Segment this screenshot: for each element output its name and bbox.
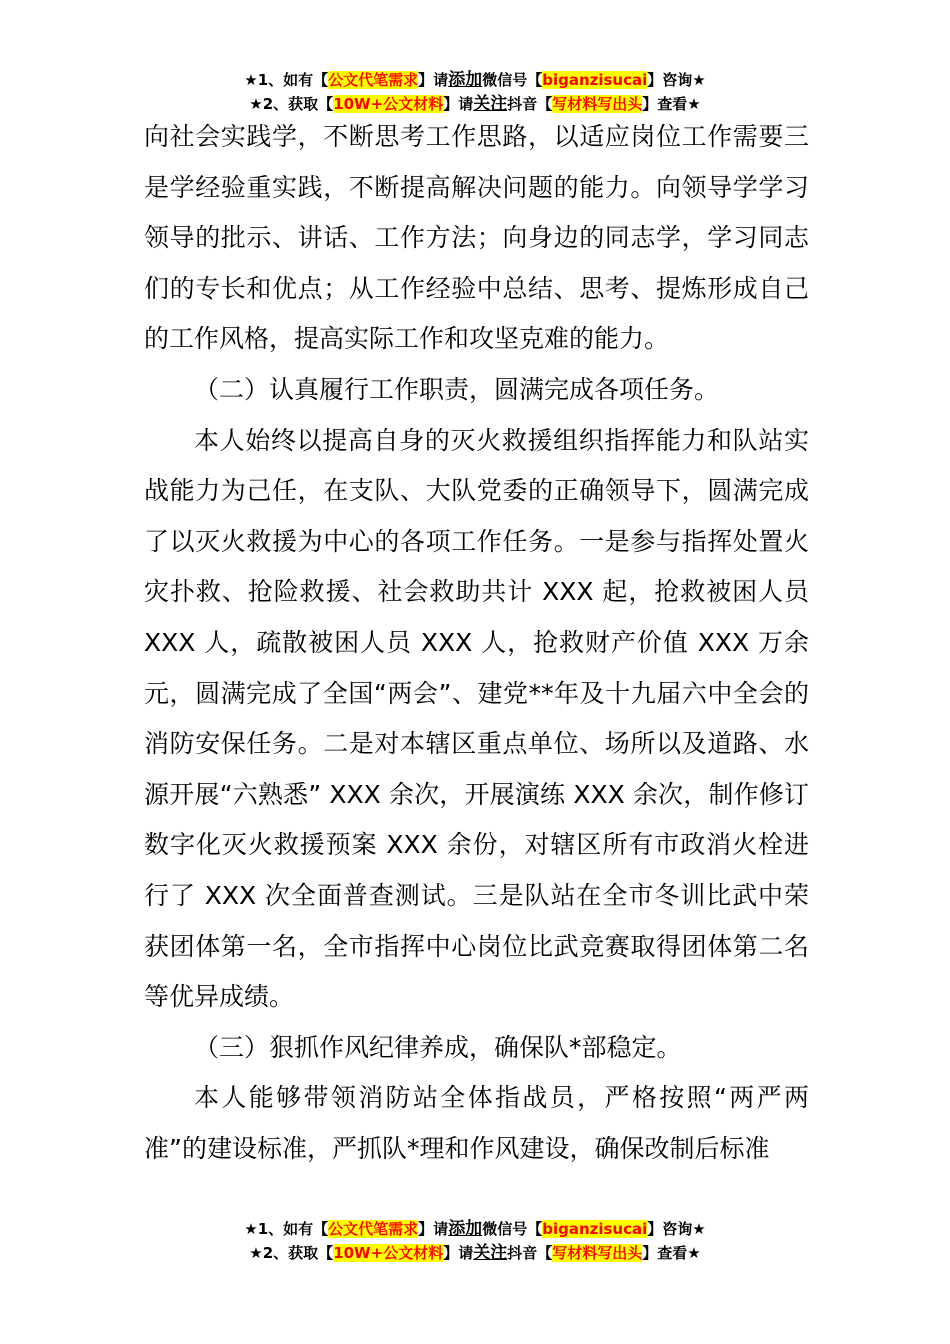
banner-text: 】请 [443, 95, 474, 113]
banner-text: ★1、如有【 [244, 71, 329, 89]
banner-text: 】请 [418, 71, 449, 89]
banner-underline: 关注 [473, 1243, 508, 1263]
banner-text: 】咨询★ [647, 71, 706, 89]
banner-highlight: 10W+公文材料 [333, 1244, 444, 1262]
top-banner [0, 68, 950, 116]
bottom-banner [0, 1217, 950, 1265]
document-body [144, 112, 809, 1174]
banner-highlight: 写材料写出头 [552, 95, 643, 113]
banner-text: 】请 [443, 1244, 474, 1262]
banner-text: 】咨询★ [647, 1220, 706, 1238]
banner-underline: 关注 [473, 94, 508, 114]
banner-highlight: biganzisucai [542, 1220, 648, 1238]
banner-line-1 [0, 1217, 950, 1241]
banner-underline: 添加 [448, 1219, 483, 1239]
banner-text: 微信号【 [482, 1220, 543, 1238]
paragraph-continued: 向社会实践学，不断思考工作思路，以适应岗位工作需要三是学经验重实践，不断提高解决问题的能力。向领导学学习领导的批示、讲话、工作方法；向身边的同志学，学习同志们的专长和优点；从工作经验中总结、思考、提炼形成自己的工作风格，提高实际工作和攻坚克难的能力。 [144, 122, 809, 354]
section-heading-3: （三）狠抓作风纪律养成，确保队*部稳定。 [194, 1032, 682, 1062]
banner-text: ★2、获取【 [249, 95, 334, 113]
banner-line-2 [0, 1241, 950, 1265]
paragraph-duties: 本人始终以提高自身的灭火救援组织指挥能力和队站实战能力为己任，在支队、大队党委的正确领导下，圆满完成了以灭火救援为中心的各项工作任务。一是参与指挥处置火灾扑救、抢险救援、社会救助共计 XXX 起，抢救被困人员 XXX 人，疏散被困人员 XXX 人，抢救财产价值 XXX 万余元，圆满完成了全国“两会”、建党**年及十九届六中全会的消防安保任务。二是对本辖区重点单位、场所以及道路、水源开展“六熟悉” XXX 余次，开展演练 XXX 余次，制作修订数字化灭火救援预案 XXX 余份，对辖区所有市政消火栓进行了 XXX 次全面普查测试。三是队站在全市冬训比武中荣获团体第一名，全市指挥中心岗位比武竞赛取得团体第二名等优异成绩。 [144, 425, 809, 1012]
banner-text: 】查看★ [642, 1244, 701, 1262]
banner-text: 抖音【 [507, 95, 553, 113]
banner-line-1 [0, 68, 950, 92]
banner-text: 】请 [418, 1220, 449, 1238]
banner-text: ★2、获取【 [249, 1244, 334, 1262]
banner-highlight: 10W+公文材料 [333, 95, 444, 113]
banner-highlight: 公文代笔需求 [328, 1220, 419, 1238]
banner-text: 抖音【 [507, 1244, 553, 1262]
paragraph-discipline: 本人能够带领消防站全体指战员，严格按照“两严两准”的建设标准，严抓队*理和作风建设，确保改制后标准 [144, 1083, 809, 1163]
banner-text: ★1、如有【 [244, 1220, 329, 1238]
banner-highlight: biganzisucai [542, 71, 648, 89]
section-heading-2: （二）认真履行工作职责，圆满完成各项任务。 [194, 374, 720, 404]
banner-underline: 添加 [448, 70, 483, 90]
banner-highlight: 写材料写出头 [552, 1244, 643, 1262]
banner-text: 微信号【 [482, 71, 543, 89]
banner-highlight: 公文代笔需求 [328, 71, 419, 89]
banner-text: 】查看★ [642, 95, 701, 113]
